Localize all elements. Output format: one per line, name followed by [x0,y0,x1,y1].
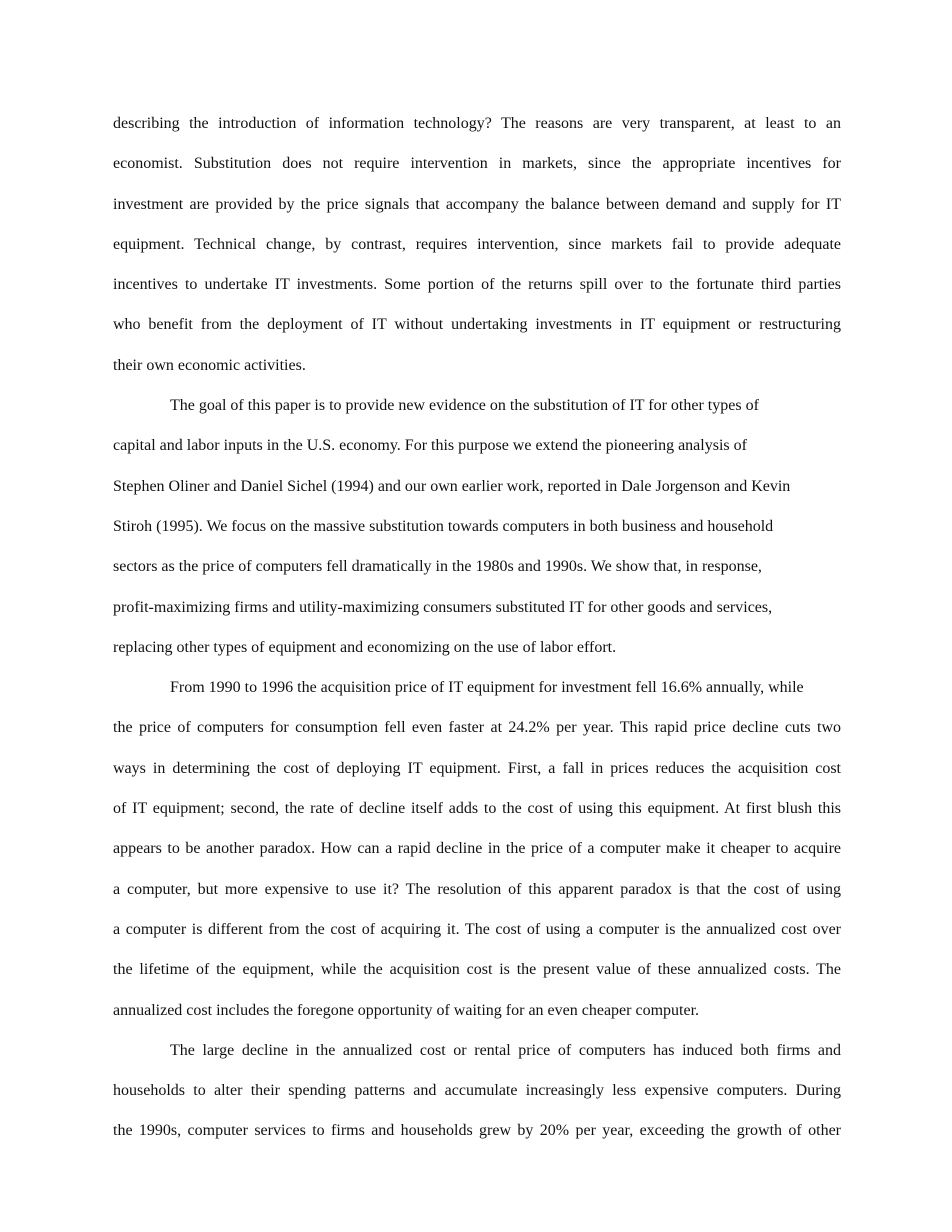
text-line: Stiroh (1995). We focus on the massive substitution towards computers in both business and household [113,517,774,535]
text-line: From 1990 to 1996 the acquisition price of IT equipment for investment fell 16.6% annually, while [170,679,804,697]
text-line: the lifetime of the equipment, while the acquisition cost is the present value of these annualized costs. The [113,961,841,979]
text-line: households to alter their spending patterns and accumulate increasingly less expensive computers. During [113,1082,841,1100]
text-line: incentives to undertake IT investments. Some portion of the returns spill over to the fortunate third parties [113,276,841,294]
text-line: who benefit from the deployment of IT without undertaking investments in IT equipment or restructuring [113,316,841,334]
text-line: a computer is different from the cost of acquiring it. The cost of using a computer is the annualized cost over [113,920,841,938]
text-line: The goal of this paper is to provide new evidence on the substitution of IT for other types of [170,397,759,415]
text-line: equipment. Technical change, by contrast, requires intervention, since markets fail to provide adequate [113,235,841,253]
text-line: the price of computers for consumption fell even faster at 24.2% per year. This rapid price decline cuts two [113,719,841,737]
text-line: a computer, but more expensive to use it? The resolution of this apparent paradox is that the cost of using [113,880,841,898]
paragraph-1 [113,113,841,395]
text-line: describing the introduction of information technology? The reasons are very transparent, at least to an [113,115,841,132]
text-line: their own economic activities. [113,356,306,374]
text-line: annualized cost includes the foregone opportunity of waiting for an even cheaper computer. [113,1001,700,1019]
text-line: of IT equipment; second, the rate of decline itself adds to the cost of using this equipment. At first blush this [113,800,841,818]
paragraph-3 [113,677,841,1040]
paragraph-4 [113,1040,841,1161]
paragraph-2 [113,395,841,677]
document-page [113,113,841,1161]
text-line: investment are provided by the price signals that accompany the balance between demand and supply for IT [113,195,841,213]
text-line: economist. Substitution does not require intervention in markets, since the appropriate incentives for [113,155,841,173]
text-line: appears to be another paradox. How can a rapid decline in the price of a computer make it cheaper to acquire [113,840,841,858]
text-line: the 1990s, computer services to firms and households grew by 20% per year, exceeding the growth of other [113,1122,841,1140]
text-line: sectors as the price of computers fell dramatically in the 1980s and 1990s. We show that, in response, [113,558,762,576]
text-line: profit-maximizing firms and utility-maximizing consumers substituted IT for other goods and services, [113,598,773,616]
text-line: capital and labor inputs in the U.S. economy. For this purpose we extend the pioneering analysis of [113,437,747,455]
text-line: The large decline in the annualized cost or rental price of computers has induced both firms and [170,1041,841,1059]
text-line: Stephen Oliner and Daniel Sichel (1994) and our own earlier work, reported in Dale Jorgenson and Kevin [113,477,791,495]
text-line: replacing other types of equipment and economizing on the use of labor effort. [113,638,617,656]
text-line: ways in determining the cost of deploying IT equipment. First, a fall in prices reduces the acquisition cost [113,759,841,777]
